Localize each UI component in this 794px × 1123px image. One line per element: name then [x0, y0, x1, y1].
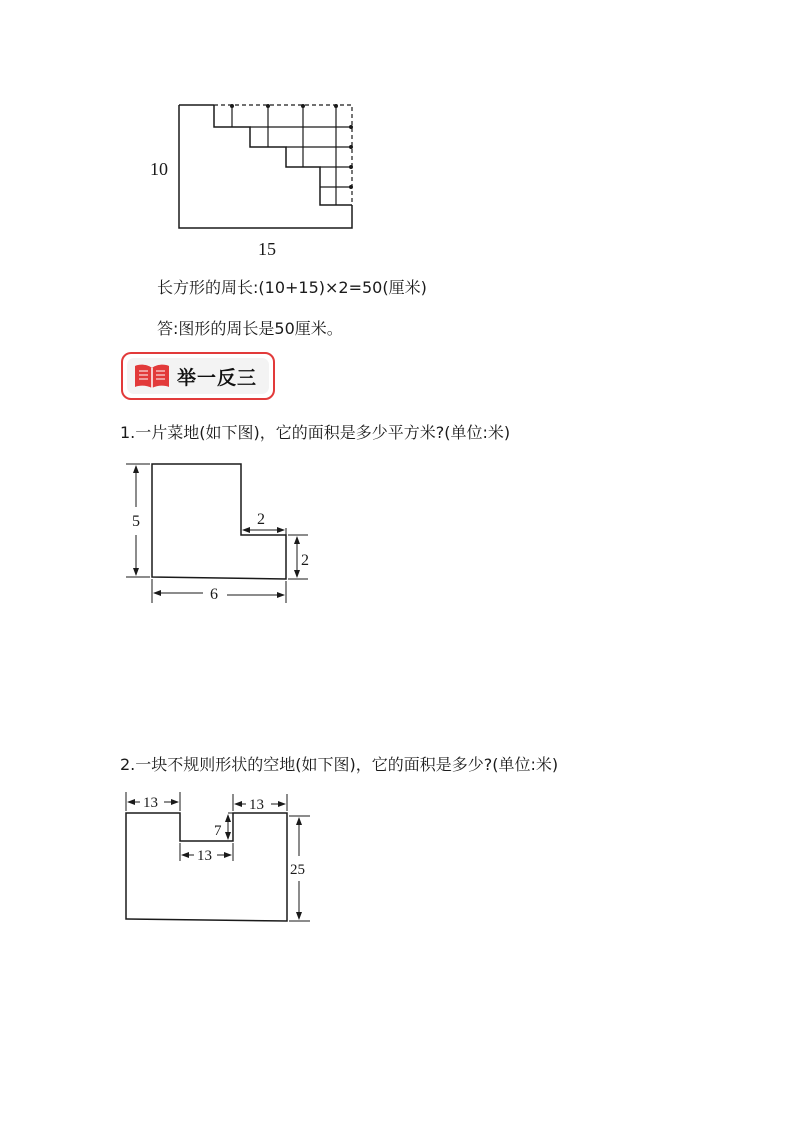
bottom-width-label: 6: [210, 586, 218, 603]
perimeter-formula: 长方形的周长:(10+15)×2=50(厘米): [157, 278, 427, 297]
left-height-label: 5: [132, 513, 140, 530]
dashed-boundary: [214, 105, 352, 205]
staircase-edge: [214, 105, 352, 205]
staircase-figure: [140, 95, 370, 265]
section-badge: [121, 352, 275, 400]
answer-text: 答:图形的周长是50厘米。: [157, 319, 343, 338]
irregular-lot-figure: [118, 788, 318, 928]
height-label: 10: [150, 159, 168, 179]
section-title: 举一反三: [177, 366, 258, 389]
right-top-label: 13: [249, 797, 264, 813]
notch-width-label: 2: [257, 511, 265, 528]
right-height-label: 25: [290, 862, 305, 878]
vegetable-plot-figure: [125, 455, 325, 610]
left-top-label: 13: [143, 795, 158, 811]
question-1-text: 1.一片菜地(如下图)，它的面积是多少平方米?(单位:米): [120, 423, 511, 442]
moved-horizontal-lines: [250, 127, 352, 187]
question-2-text: 2.一块不规则形状的空地(如下图)，它的面积是多少?(单位:米): [120, 755, 559, 774]
gap-width-label: 13: [197, 848, 212, 864]
width-label: 15: [258, 239, 276, 259]
lot-outline: [126, 813, 287, 921]
notch-height-label: 2: [301, 552, 309, 569]
open-book-icon: [133, 363, 171, 389]
plot-outline: [152, 464, 286, 579]
gap-depth-label: 7: [214, 823, 222, 839]
